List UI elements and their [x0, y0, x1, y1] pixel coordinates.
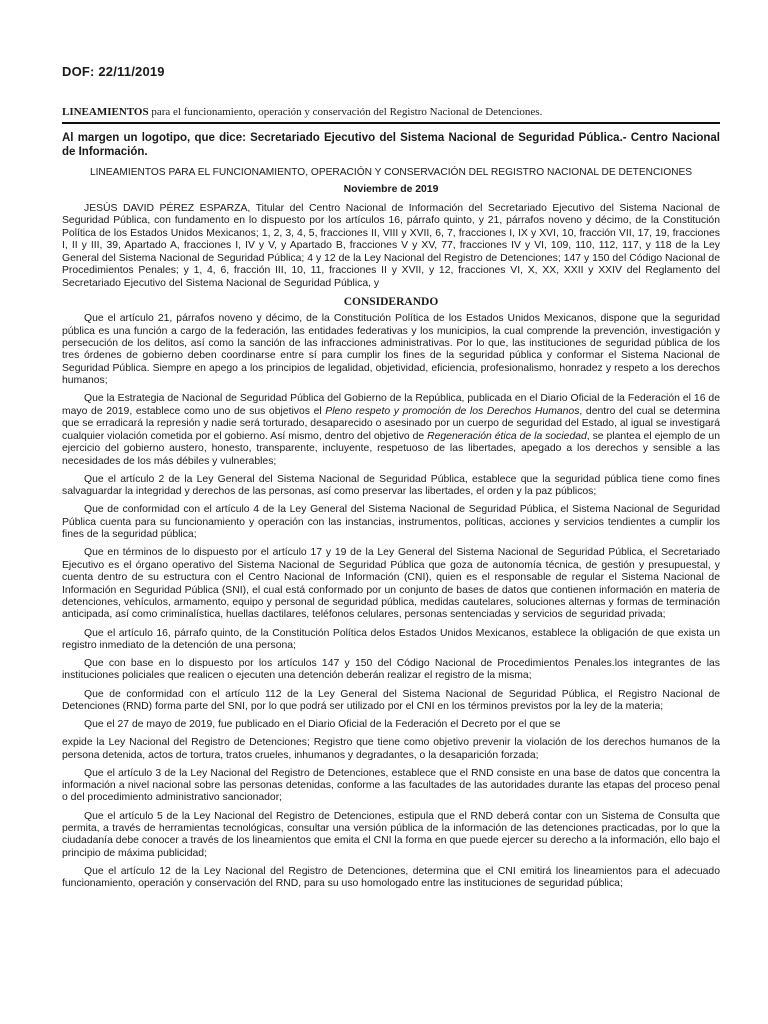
considerando-3: Que el artículo 2 de la Ley General del Sistema Nacional de Seguridad Pública, establece que la seguridad pública tiene como fines salvaguardar la integridad y derechos de las personas, así como preservar las libertades, el orden y la paz públicos;	[62, 473, 720, 498]
considerando-10: Que el artículo 3 de la Ley Nacional del Registro de Detenciones, establece que el RND consiste en una base de datos que concentra la información a nivel nacional sobre las personas detenidas, conforme a las facultades de las autoridades durante las etapas del proceso penal o del procedimiento administrativo sancionador;	[62, 767, 720, 804]
considerando-9: Que el 27 de mayo de 2019, fue publicado en el Diario Oficial de la Federación el Decreto por el que se	[84, 719, 561, 731]
considerando-1: Que el artículo 21, párrafos noveno y décimo, de la Constitución Política de los Estados Unidos Mexicanos, dispone que la seguridad pública es una función a cargo de la federación, las entidades federativas y los municipios, la cual comprende la prevención, investigación y persecución de los delitos, así como la sanción de las infracciones administrativas. Por lo que, las instituciones de seguridad pública de los tres órdenes de gobierno deben coordinarse entre sí para cumplir los fines de la seguridad pública y conformar el Sistema Nacional de Seguridad Pública. Siempre en apego a los principios de legalidad, objetividad, eficiencia, profesionalismo, honradez y respeto a los derechos humanos;	[62, 313, 720, 387]
considerando-2-part-c: , dentro del cual se determina que se erradicará la represión y nadie será torturado, desaparecido o asesinado por un cuerpo de seguridad del Estado, al igual se investigará cualquier violación cometida por el gobierno. Así mismo, dentro del objetivo de	[62, 405, 720, 442]
considerando-9-continued: expide la Ley Nacional del Registro de Detenciones; Registro que tiene como objetivo prevenir la violación de los derechos humanos de la persona detenida, actos de tortura, tratos crueles, inhumanos y degradantes, o la desaparición forzada;	[62, 737, 720, 761]
considerando-4: Que de conformidad con el artículo 4 de la Ley General del Sistema Nacional de Seguridad Pública, el Sistema Nacional de Seguridad Pública cuenta para su funcionamiento y operación con las instancias, instrumentos, políticas, acciones y servicios tendientes a cumplir los fines de la seguridad pública;	[62, 504, 720, 541]
considerando-12: Que el artículo 12 de la Ley Nacional del Registro de Detenciones, determina que el CNI emitirá los lineamientos para el adecuado funcionamiento, operación y conservación del RND, para su uso homologado entre las instituciones de seguridad pública;	[62, 865, 720, 890]
considerando-2-part-e: , se plantea el ejemplo de un ejercicio del gobierno austero, honesto, transparente, incluyente, respetuoso de las libertades, apegado a los derechos y sensible a las necesidades de los más débiles y vulnerables;	[62, 430, 720, 467]
dof-date: DOF: 22/11/2019	[62, 64, 165, 79]
document-title	[62, 106, 720, 118]
considerando-2-italic-b: Regeneración ética de la sociedad	[427, 430, 587, 442]
considerando-2	[62, 393, 720, 468]
caps-title: LINEAMIENTOS PARA EL FUNCIONAMIENTO, OPERACIÓN Y CONSERVACIÓN DEL REGISTRO NACIONAL DE DETENCIONES	[89, 167, 693, 178]
document-title-rest: para el funcionamiento, operación y conservación del Registro Nacional de Detenciones.	[148, 106, 543, 118]
section-heading: CONSIDERANDO	[343, 295, 439, 308]
document-title-bold: LINEAMIENTOS	[62, 106, 149, 118]
considerando-6: Que el artículo 16, párrafo quinto, de la Constitución Política delos Estados Unidos Mexicanos, establece la obligación de que exista un registro inmediato de la detención de una persona;	[62, 627, 720, 651]
considerando-7: Que con base en lo dispuesto por los artículos 147 y 150 del Código Nacional de Procedimientos Penales.los integrantes de las instituciones policiales que realicen o ejecuten una detención deberán realizar el registro de la misma;	[62, 658, 720, 682]
considerando-2-italic-a: Pleno respeto y promoción de los Derechos Humanos	[325, 405, 580, 417]
intro-paragraph: JESÚS DAVID PÉREZ ESPARZA, Titular del Centro Nacional de Información del Secretariado Ejecutivo del Sistema Nacional de Seguridad Pública, con fundamento en lo dispuesto por los artículos 16, párrafo quinto, y 21, párrafos noveno y décimo, de la Constitución Política de los Estados Unidos Mexicanos; 1, 2, 3, 4, 5, fracciones II, VIII y XVII, 6, 7, fracciones I, IX y XVI, 10, fracción VII, 17, 19, fracciones I, II y III, 39, Apartado A, fracciones I, IV y V, y Apartado B, fracciones V y XV, 77, fracciones IV y VI, 109, 110, 112, 117, y 118 de la Ley General del Sistema Nacional de Seguridad Pública; 4 y 12 de la Ley Nacional del Registro de Detenciones; 147 y 150 del Código Nacional de Procedimientos Penales; y 1, 4, 6, fracción III, 10, 11, fracciones II y XVII, y 12, fracciones VI, X, XX, XXII y XXIV del Reglamento del Secretariado Ejecutivo del Sistema Nacional de Seguridad Pública, y	[62, 202, 720, 289]
considerando-11: Que el artículo 5 de la Ley Nacional del Registro de Detenciones, estipula que el RND deberá contar con un Sistema de Consulta que permita, a través de herramientas tecnológicas, consultar una versión pública de la información de las detenciones practicadas, por lo que la ciudadanía debe conocer a través de los lineamientos que emita el CNI la forma en que puede ejercer su derecho a la información, ello bajo el principio de máxima publicidad;	[62, 810, 720, 859]
document-body	[62, 131, 720, 896]
considerando-2-part-a: Que la Estrategia de Nacional de Seguridad Pública del Gobierno de la República, publicada en el Diario Oficial de la Federación el 16 de mayo de 2019, establece como uno de sus objetivos el	[62, 393, 720, 417]
considerando-5: Que en términos de lo dispuesto por el artículo 17 y 19 de la Ley General del Sistema Nacional de Seguridad Pública, el Secretariado Ejecutivo es el órgano operativo del Sistema Nacional de Seguridad Pública que goza de autonomía técnica, de gestión y presupuestal, y cuenta dentro de su estructura con el Centro Nacional de Información (CNI), quien es el responsable de regular el Sistema Nacional de Información en Seguridad Pública (SNI), el cual está conformado por un conjunto de bases de datos que contienen información en materia de detenciones, vehículos, armamento, equipo y personal de seguridad pública, medidas cautelares, soluciones alternas y formas de terminación anticipada, así como criminalística, huellas dactilares, teléfonos celulares, personas sentenciadas y servicios de seguridad privada;	[62, 547, 720, 621]
issue-date: Noviembre de 2019	[343, 184, 439, 196]
title-divider	[62, 122, 720, 124]
margin-note: Al margen un logotipo, que dice: Secretariado Ejecutivo del Sistema Nacional de Seguridad Pública.- Centro Nacional de Información.	[62, 132, 720, 158]
considerando-8: Que de conformidad con el artículo 112 de la Ley General del Sistema Nacional de Seguridad Pública, el Registro Nacional de Detenciones (RND) forma parte del SNI, por lo que podrá ser utilizado por el CNI en los términos previstos por la ley de la materia;	[62, 688, 720, 712]
